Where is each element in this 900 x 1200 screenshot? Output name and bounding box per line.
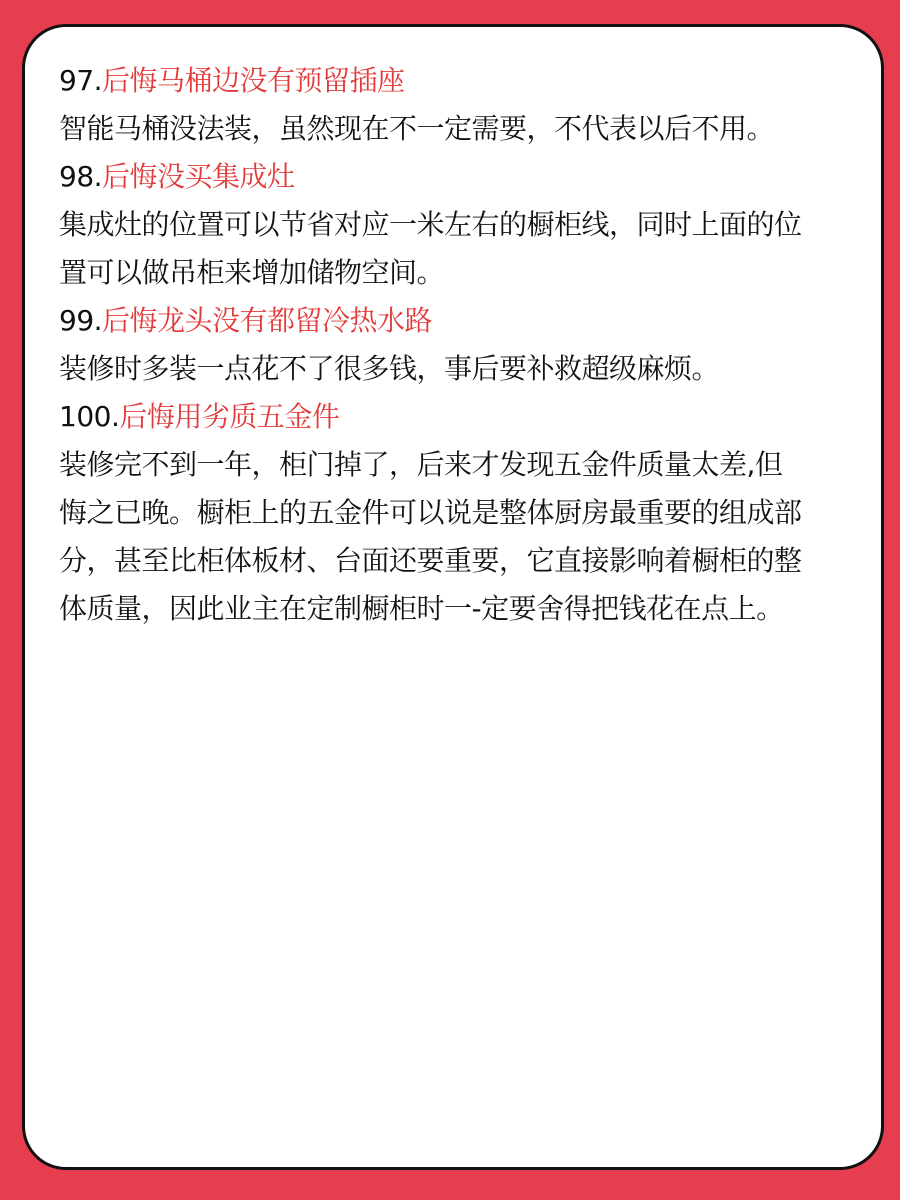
tip-number: 99.: [59, 304, 103, 337]
tip-text-line: 分，甚至比柜体板材、台面还要重要，它直接影响着橱柜的整: [59, 544, 802, 577]
tip-number: 98.: [59, 160, 103, 193]
tip-item-99: [59, 297, 859, 393]
tip-text-line: 体质量，因此业主在定制橱柜时一-定要舍得把钱花在点上。: [59, 592, 784, 625]
tip-text-line: 置可以做吊柜来增加储物空间。: [59, 256, 445, 289]
tip-item-98: [59, 153, 859, 297]
tip-item-100: [59, 393, 859, 633]
tip-text-line: 装修时多装一点花不了很多钱，事后要补救超级麻烦。: [59, 352, 720, 385]
tip-number: 97.: [59, 64, 103, 97]
tip-number: 100.: [59, 400, 120, 433]
content-card: [22, 24, 884, 1170]
tip-title: [59, 393, 859, 441]
tip-heading: 后悔没买集成灶: [102, 160, 295, 193]
tip-text-line: 集成灶的位置可以节省对应一米左右的橱柜线，同时上面的位: [59, 208, 802, 241]
tip-title: [59, 297, 859, 345]
tip-heading: 后悔马桶边没有预留插座: [102, 64, 405, 97]
tip-title: [59, 57, 859, 105]
tip-item-97: [59, 57, 859, 153]
tip-text-line: 智能马桶没法装，虽然现在不一定需要，不代表以后不用。: [59, 112, 775, 145]
tip-text-line: 装修完不到一年，柜门掉了，后来才发现五金件质量太差,但: [59, 448, 783, 481]
tip-heading: 后悔用劣质五金件: [119, 400, 340, 433]
tip-heading: 后悔龙头没有都留冷热水路: [102, 304, 433, 337]
tip-text-line: 悔之已晚。橱柜上的五金件可以说是整体厨房最重要的组成部: [59, 496, 802, 529]
tips-list: [59, 57, 859, 633]
tip-title: [59, 153, 859, 201]
